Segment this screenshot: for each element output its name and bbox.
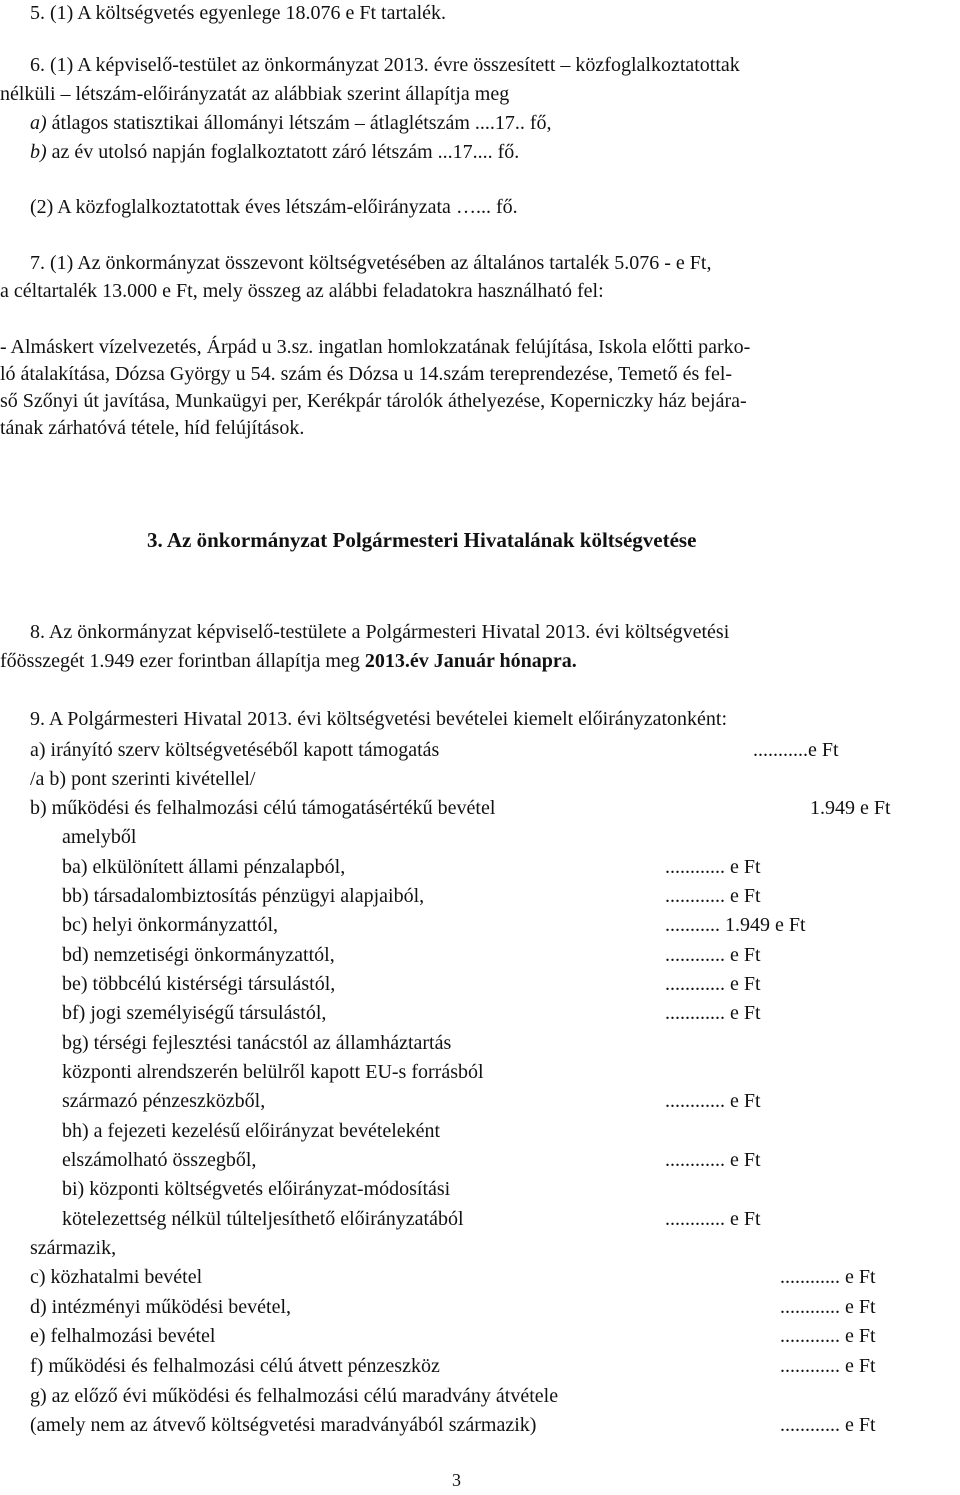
row-b-amelybol: amelyből <box>62 826 137 848</box>
row-ba-value: ............ e Ft <box>665 856 761 878</box>
section-7-list-4: tának zárhatóvá tétele, híd felújítások. <box>0 417 305 439</box>
row-bd-value: ............ e Ft <box>665 944 761 966</box>
row-szarmazik: származik, <box>30 1237 117 1259</box>
row-bh-value: ............ e Ft <box>665 1149 761 1171</box>
page-number: 3 <box>452 1470 461 1490</box>
row-b-value: 1.949 e Ft <box>810 797 891 819</box>
section-7-list-3: ső Szőnyi út javítása, Munkaügyi per, Kerékpár tárolók áthelyezése, Koperniczky ház bejára- <box>0 390 747 412</box>
row-a-note: /a b) pont szerinti kivétellel/ <box>30 768 256 790</box>
row-bg-value: ............ e Ft <box>665 1090 761 1112</box>
row-bh-label-1: bh) a fejezeti kezelésű előirányzat bevételeként <box>62 1120 441 1142</box>
item-a-label: a) <box>30 112 47 134</box>
row-g-label-1: g) az előző évi működési és felhalmozási célú maradvány átvétele <box>30 1385 559 1407</box>
row-d-label: d) intézményi működési bevétel, <box>30 1296 292 1318</box>
section-8-line-2 <box>0 649 577 673</box>
row-bf-value: ............ e Ft <box>665 1002 761 1024</box>
row-bg-label-2: központi alrendszerén belülről kapott EU-s forrásból <box>62 1061 484 1083</box>
chapter-3-title: 3. Az önkormányzat Polgármesteri Hivatalának költségvetése <box>147 528 697 552</box>
section-7-list-2: ló átalakítása, Dózsa György u 54. szám és Dózsa u 14.szám tereprendezése, Temető és fel- <box>0 363 733 385</box>
row-bb-value: ............ e Ft <box>665 885 761 907</box>
item-a-text: átlagos statisztikai állományi létszám – átlaglétszám ....17.. fő, <box>46 112 552 134</box>
section-9-heading: 9. A Polgármesteri Hivatal 2013. évi költségvetési bevételei kiemelt előirányzatonként: <box>30 708 728 730</box>
row-a-value: ...........e Ft <box>753 739 839 761</box>
row-bc-value: ........... 1.949 e Ft <box>665 914 806 936</box>
section-8-line-1: 8. Az önkormányzat képviselő-testülete a Polgármesteri Hivatal 2013. évi költségvetési <box>30 621 730 643</box>
section-7-line-1: 7. (1) Az önkormányzat összevont költségvetésében az általános tartalék 5.076 - e Ft, <box>30 252 712 274</box>
row-ba-label: ba) elkülönített állami pénzalapból, <box>62 856 346 878</box>
section-6-item-a <box>30 111 552 135</box>
item-b-text: az év utolsó napján foglalkoztatott záró létszám ...17.... fő. <box>46 141 520 163</box>
row-b-label: b) működési és felhalmozási célú támogatásértékű bevétel <box>30 797 496 819</box>
section-6-item-b <box>30 140 519 164</box>
item-b-label: b) <box>30 141 47 163</box>
section-8-bold-date: 2013.év Január hónapra. <box>364 650 577 672</box>
row-e-label: e) felhalmozási bevétel <box>30 1325 216 1347</box>
row-f-value: ............ e Ft <box>780 1355 876 1377</box>
row-bi-label-2: kötelezettség nélkül túlteljesíthető előirányzatából <box>62 1208 464 1230</box>
section-6-line-2: nélküli – létszám-előirányzatát az alábbiak szerint állapítja meg <box>0 83 510 105</box>
section-7-list-1: - Almáskert vízelvezetés, Árpád u 3.sz. ingatlan homlokzatának felújítása, Iskola előtti parko- <box>0 336 751 358</box>
section-6-para-2: (2) A közfoglalkoztatottak éves létszám-előirányzata …... fő. <box>30 196 518 218</box>
row-bc-label: bc) helyi önkormányzattól, <box>62 914 279 936</box>
row-bf-label: bf) jogi személyiségű társulástól, <box>62 1002 327 1024</box>
row-c-label: c) közhatalmi bevétel <box>30 1266 203 1288</box>
row-bi-label-1: bi) központi költségvetés előirányzat-módosítási <box>62 1178 451 1200</box>
row-be-label: be) többcélú kistérségi társulástól, <box>62 973 336 995</box>
row-g-value: ............ e Ft <box>780 1414 876 1436</box>
row-bh-label-2: elszámolható összegből, <box>62 1149 257 1171</box>
row-bd-label: bd) nemzetiségi önkormányzattól, <box>62 944 335 966</box>
row-g-label-2: (amely nem az átvevő költségvetési maradványából származik) <box>30 1414 537 1436</box>
row-bi-value: ............ e Ft <box>665 1208 761 1230</box>
row-be-value: ............ e Ft <box>665 973 761 995</box>
row-e-value: ............ e Ft <box>780 1325 876 1347</box>
row-bb-label: bb) társadalombiztosítás pénzügyi alapjaiból, <box>62 885 425 907</box>
section-8-line-2-text: főösszegét 1.949 ezer forintban állapítja meg <box>0 650 365 672</box>
section-5-line: 5. (1) A költségvetés egyenlege 18.076 e Ft tartalék. <box>30 2 447 24</box>
row-c-value: ............ e Ft <box>780 1266 876 1288</box>
row-f-label: f) működési és felhalmozási célú átvett pénzeszköz <box>30 1355 440 1377</box>
section-7-line-2: a céltartalék 13.000 e Ft, mely összeg az alábbi feladatokra használható fel: <box>0 280 604 302</box>
row-a-label: a) irányító szerv költségvetéséből kapott támogatás <box>30 739 440 761</box>
section-6-line-1: 6. (1) A képviselő-testület az önkormányzat 2013. évre összesített – közfoglalkoztatottak <box>30 54 740 76</box>
row-bg-label-1: bg) térségi fejlesztési tanácstól az államháztartás <box>62 1032 452 1054</box>
row-d-value: ............ e Ft <box>780 1296 876 1318</box>
row-bg-label-3: származó pénzeszközből, <box>62 1090 266 1112</box>
